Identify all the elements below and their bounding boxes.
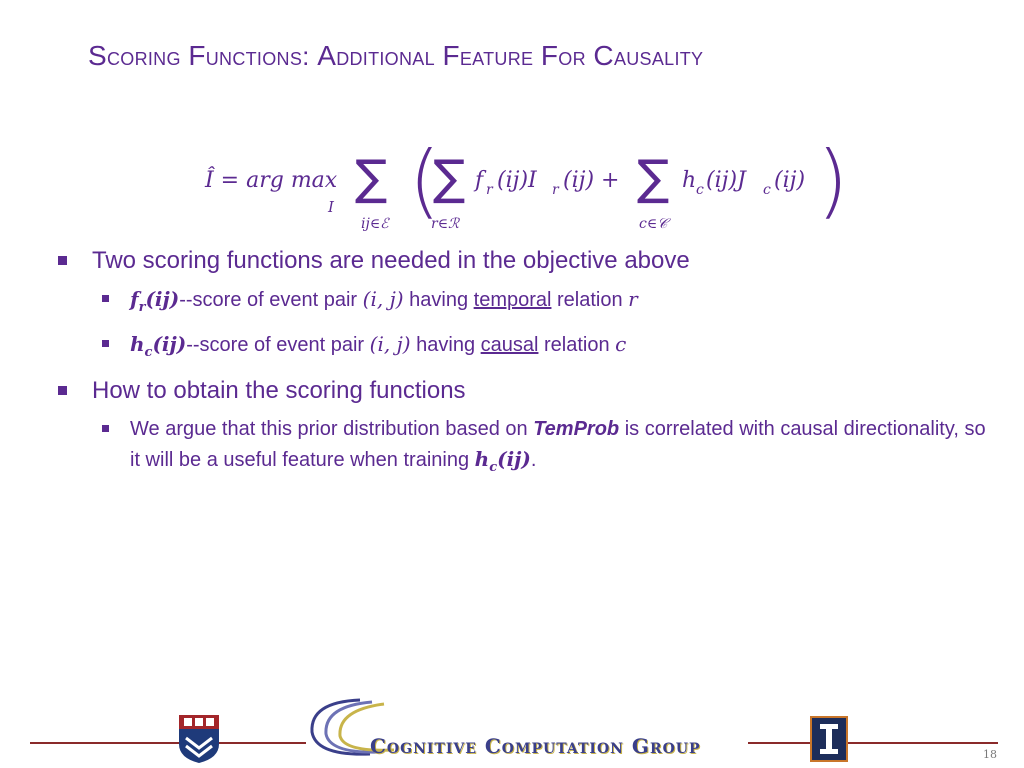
math-var: r — [628, 287, 638, 311]
title-initial: S — [88, 40, 107, 71]
title-word: coring — [106, 41, 181, 71]
math-h-subscript: c — [144, 345, 153, 360]
ccg-logo-text: Cognitive Computation Group — [370, 734, 701, 758]
sum-symbol-c: ∑ — [637, 150, 670, 206]
term-h: h — [682, 168, 697, 193]
left-paren-large: ( — [409, 134, 441, 227]
title-initial: F — [540, 40, 559, 71]
title-initial: F — [188, 40, 206, 71]
underlined-term: causal — [480, 334, 539, 356]
term-f-subscript: r — [486, 182, 493, 198]
ccg-logo — [300, 692, 750, 762]
math-h: h — [130, 332, 145, 356]
bullet-text: relation — [551, 289, 629, 311]
footer-divider-right — [748, 742, 998, 744]
sum-r-subscript: r∈ℛ — [431, 216, 460, 232]
math-pair: (i, j) — [369, 332, 411, 356]
bullet-text: How to obtain the scoring functions — [92, 377, 466, 404]
term-f: f — [475, 168, 484, 193]
penn-shield-logo — [178, 714, 220, 764]
math-f-subscript: r — [138, 300, 146, 315]
bullet-level1 — [92, 244, 986, 278]
title-initial: F — [442, 40, 460, 71]
bullet-level2 — [130, 329, 986, 368]
bullet-text: is correlated with causal directionality, so it will be a useful feature when training — [130, 418, 986, 471]
bullet-level2 — [130, 414, 986, 483]
illinois-i-icon — [812, 718, 846, 760]
sum-c-subscript: c∈𝒞 — [639, 216, 668, 232]
right-paren-large: ) — [817, 134, 849, 227]
bullet-text: --score of event pair — [179, 289, 363, 311]
math-var: c — [615, 332, 627, 356]
math-h: h — [474, 447, 490, 471]
bullet-list — [56, 244, 986, 489]
title-word: unctions: — [205, 41, 310, 71]
term-i-subscript: r — [552, 182, 559, 198]
term-j-args: (ij) — [774, 168, 806, 193]
bullet-text: . — [530, 449, 537, 471]
equation-lhs: Î = arg max — [205, 168, 338, 193]
term-h-subscript: c — [696, 182, 704, 198]
title-word: dditional — [336, 41, 435, 71]
bullet-level2 — [130, 284, 986, 323]
math-pair: (i, j) — [362, 287, 404, 311]
page-number: 18 — [983, 748, 997, 761]
slide-title — [88, 40, 703, 72]
math-h-args: (ij) — [152, 332, 187, 356]
sum-outer-subscript: ij∈ℰ — [361, 216, 389, 232]
bullet-level1 — [92, 374, 986, 408]
objective-equation — [205, 134, 849, 240]
title-word: ausality — [613, 41, 704, 71]
term-f-args: (ij)I — [497, 168, 537, 193]
bullet-text: We argue that this prior distribution based on — [130, 418, 534, 440]
bullet-text: having — [410, 334, 481, 356]
illinois-logo — [810, 716, 848, 762]
bullet-text: --score of event pair — [186, 334, 370, 356]
math-h-subscript: c — [489, 460, 498, 475]
term-h-args: (ij)J — [706, 168, 746, 193]
argmax-subscript: I — [328, 198, 334, 216]
title-word: or — [558, 41, 586, 71]
math-f: f — [130, 287, 139, 311]
term-j-subscript: c — [763, 182, 771, 198]
term-i-args: (ij) + — [563, 168, 620, 193]
underlined-term: temporal — [473, 289, 552, 311]
footer-divider-left — [30, 742, 306, 744]
sum-symbol-r: ∑ — [433, 150, 466, 206]
math-f-args: (ij) — [145, 287, 180, 311]
temprob-term: TemProb — [533, 418, 620, 440]
math-h-args: (ij) — [497, 447, 531, 471]
bullet-text: relation — [538, 334, 616, 356]
sum-symbol-outer: ∑ — [355, 150, 388, 206]
title-word: eature — [459, 41, 534, 71]
bullet-text: having — [403, 289, 474, 311]
title-initial: A — [317, 40, 337, 71]
bullet-text: Two scoring functions are needed in the objective above — [92, 247, 690, 274]
title-initial: C — [593, 40, 614, 71]
